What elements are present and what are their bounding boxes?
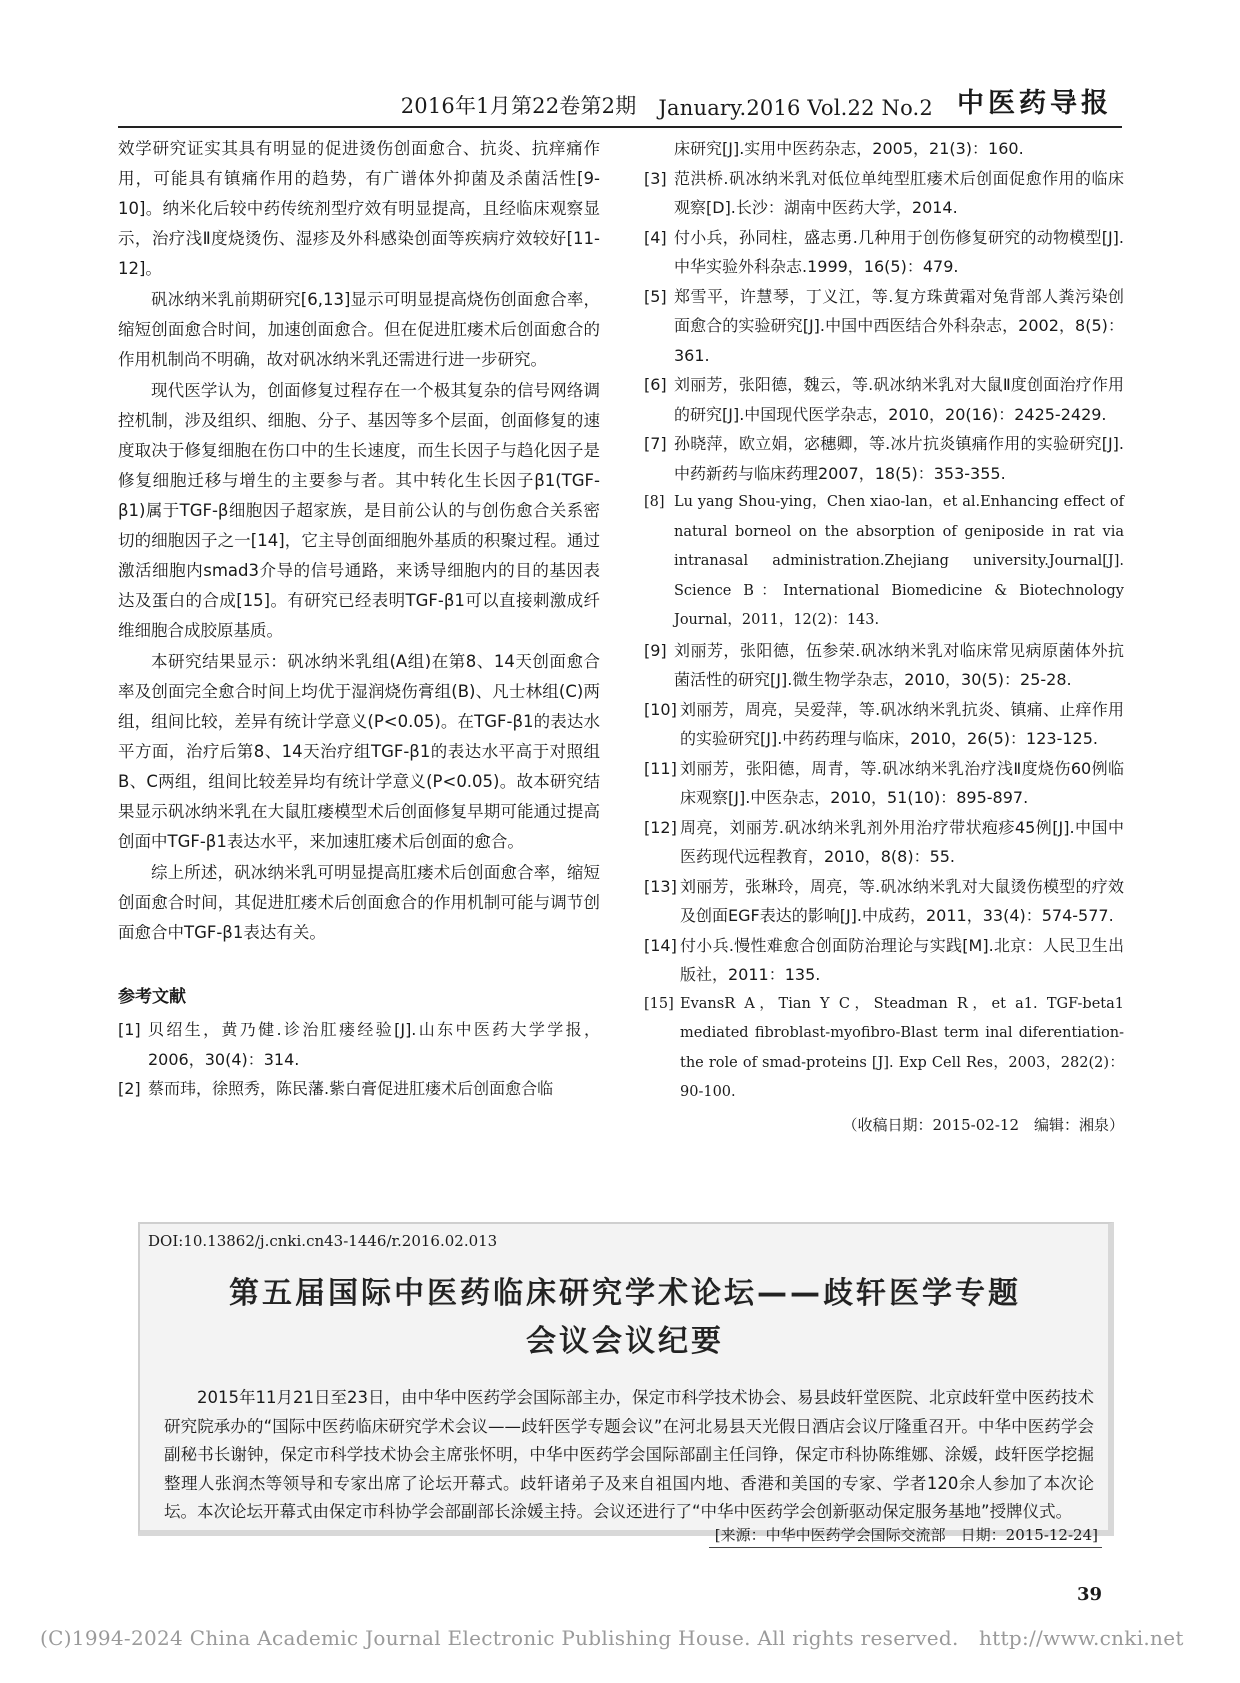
reference-number: [5] (644, 286, 667, 306)
reference-number: [8] (644, 494, 665, 510)
reference-text: 刘丽芳，周亮，吴爱萍，等.矾冰纳米乳抗炎、镇痛、止痒作用的实验研究[J].中药药理与临床，2010，26(5)：123-125. (680, 699, 1124, 748)
reference-item (644, 990, 1124, 1108)
reference-item (644, 488, 1124, 636)
reference-item (118, 1074, 600, 1104)
reference-item (644, 282, 1124, 371)
reference-item (644, 429, 1124, 488)
reference-text: 周亮，刘丽芳.矾冰纳米乳剂外用治疗带状疱疹45例[J].中国中医药现代远程教育，2010，8(8)：55. (680, 817, 1124, 866)
notice-title (150, 1270, 1100, 1366)
reference-item (644, 754, 1124, 813)
journal-name: 中医药导报 (957, 88, 1112, 119)
reference-text: 郑雪平，许慧琴，丁义江，等.复方珠黄霜对兔背部人粪污染创面愈合的实验研究[J].中国中西医结合外科杂志，2002，8(5)：361. (674, 286, 1124, 365)
page-number: 39 (1076, 1584, 1102, 1605)
notice-source: [来源：中华中医药学会国际交流部 日期：2015-12-24] (709, 1524, 1102, 1548)
issue-en: January.2016 Vol.22 No.2 (658, 96, 933, 120)
left-column (118, 134, 600, 1104)
reference-item (644, 223, 1124, 282)
paragraph: 本研究结果显示：矾冰纳米乳组(A组)在第8、14天创面愈合率及创面完全愈合时间上均优于湿润烧伤膏组(B)、凡士林组(C)两组，组间比较，差异有统计学意义(P<0.05)。在TGF-β1的表达水平方面，治疗后第8、14天治疗组TGF-β1的表达水平高于对照组B、C两组，组间比较差异均有统计学意义(P<0.05)。故本研究结果显示矾冰纳米乳在大鼠肛瘘模型术后创面修复早期可能通过提高创面中TGF-β1表达水平，来加速肛瘘术后创面的愈合。 (118, 652, 600, 851)
right-column (644, 134, 1124, 1135)
reference-number: [12] (644, 817, 677, 837)
reference-continuation (644, 134, 1124, 164)
reference-text: 蔡而玮，徐照秀，陈民藩.紫白膏促进肛瘘术后创面愈合临 (148, 1079, 554, 1098)
reference-text: EvansR A，Tian Y C，Steadman R，et a1. TGF-beta1 mediated fibroblast-myofibro-Blast term inal diferentiation-the role of smad-proteins [J]. Exp Cell Res，2003，282(2)：90-100. (680, 995, 1124, 1100)
reference-number: [15] (644, 995, 674, 1012)
reference-item (644, 636, 1124, 695)
reference-item (644, 813, 1124, 872)
notice-doi: DOI:10.13862/j.cnki.cn43-1446/r.2016.02.013 (148, 1232, 498, 1250)
notice-title-line: 会议会议纪要 (526, 1324, 724, 1359)
reference-number: [7] (644, 434, 667, 453)
notice-body: 2015年11月21日至23日，由中华中医药学会国际部主办，保定市科学技术协会、易县歧轩堂医院、北京歧轩堂中医药技术研究院承办的“国际中医药临床研究学术会议——歧轩医学专题会议”在河北易县天光假日酒店会议厅隆重召开。中华中医药学会副秘书长谢钟，保定市科学技术协会主席张怀明，中华中医药学会国际部副主任闫铮，保定市科协陈维娜、涂媛，歧轩医学挖掘整理人张润杰等领导和专家出席了论坛开幕式。歧轩诸弟子及来自祖国内地、香港和美国的专家、学者120余人参加了本次论坛。本次论坛开幕式由保定市科协学会部副部长涂媛主持。会议还进行了“中华中医药学会创新驱动保定服务基地”授牌仪式。 (164, 1388, 1094, 1521)
copyright-watermark: (C)1994-2024 China Academic Journal Electronic Publishing House. All rights reserved. http://www.cnki.net (40, 1626, 1184, 1650)
running-header (400, 76, 1112, 120)
reference-number: [13] (644, 876, 677, 896)
reference-item (118, 1015, 600, 1074)
reference-number: [9] (644, 640, 667, 660)
reference-item (644, 695, 1124, 754)
reference-item (644, 164, 1124, 223)
references-heading: 参考文献 (118, 987, 186, 1007)
reference-text: 刘丽芳，张琳玲，周亮，等.矾冰纳米乳对大鼠烫伤模型的疗效及创面EGF表达的影响[J].中成药，2011，33(4)：574-577. (680, 876, 1124, 925)
paragraph: 效学研究证实其具有明显的促进烫伤创面愈合、抗炎、抗痒痛作用，可能具有镇痛作用的趋势，有广谱体外抑菌及杀菌活性[9-10]。纳米化后较中药传统剂型疗效有明显提高，且经临床观察显示，治疗浅Ⅱ度烧烫伤、湿疹及外科感染创面等疾病疗效较好[11-12]。 (118, 139, 600, 278)
reference-number: [11] (644, 758, 677, 778)
header-rule (118, 126, 1122, 128)
reference-text: 刘丽芳，张阳德，魏云，等.矾冰纳米乳对大鼠Ⅱ度创面治疗作用的研究[J].中国现代医学杂志，2010，20(16)：2425-2429. (674, 375, 1124, 424)
reference-number: [3] (644, 168, 667, 188)
reference-item (644, 872, 1124, 931)
paragraph: 现代医学认为，创面修复过程存在一个极其复杂的信号网络调控机制，涉及组织、细胞、分子、基因等多个层面，创面修复的速度取决于修复细胞在伤口中的生长速度，而生长因子与趋化因子是修复细胞迁移与增生的主要参与者。其中转化生长因子β1(TGF-β1)属于TGF-β细胞因子超家族，是目前公认的与创伤愈合关系密切的细胞因子之一[14]，它主导创面细胞外基质的积聚过程。通过激活细胞内smad3介导的信号通路，来诱导细胞内的目的基因表达及蛋白的合成[15]。有研究已经表明TGF-β1可以直接刺激成纤维细胞合成胶原基质。 (118, 381, 600, 640)
reference-number: [10] (644, 699, 677, 719)
received-date: （收稿日期：2015-02-12 编辑：湘泉） (842, 1115, 1124, 1134)
reference-text: 刘丽芳，张阳德，周青，等.矾冰纳米乳治疗浅Ⅱ度烧伤60例临床观察[J].中医杂志，2010，51(10)：895-897. (680, 758, 1124, 807)
paragraph: 矾冰纳米乳前期研究[6,13]显示可明显提高烧伤创面愈合率，缩短创面愈合时间，加速创面愈合。但在促进肛瘘术后创面愈合的作用机制尚不明确，故对矾冰纳米乳还需进行进一步研究。 (118, 290, 600, 369)
reference-text: 床研究[J].实用中医药杂志，2005，21(3)：160. (674, 139, 1024, 158)
reference-text: 刘丽芳，张阳德，伍参荣.矾冰纳米乳对临床常见病原菌体外抗菌活性的研究[J].微生物学杂志，2010，30(5)：25-28. (674, 640, 1124, 689)
reference-number: [1] (118, 1020, 141, 1039)
reference-item (644, 370, 1124, 429)
reference-text: 贝绍生，黄乃健.诊治肛瘘经验[J].山东中医药大学学报，2006，30(4)：314. (148, 1020, 600, 1069)
reference-text: 付小兵.慢性难愈合创面防治理论与实践[M].北京：人民卫生出版社，2011：135. (680, 935, 1124, 984)
reference-number: [2] (118, 1079, 141, 1098)
reference-number: [14] (644, 935, 677, 955)
paragraph: 综上所述，矾冰纳米乳可明显提高肛瘘术后创面愈合率，缩短创面愈合时间，其促进肛瘘术后创面愈合的作用机制可能与调节创面愈合中TGF-β1表达有关。 (118, 863, 600, 942)
issue-cn: 2016年1月第22卷第2期 (400, 94, 637, 118)
reference-number: [6] (644, 375, 667, 394)
reference-text: 范洪桥.矾冰纳米乳对低位单纯型肛瘘术后创面促愈作用的临床观察[D].长沙：湖南中医药大学，2014. (674, 168, 1124, 217)
reference-text: Lu yang Shou-ying，Chen xiao-lan，et al.Enhancing effect of natural borneol on the absorption of geniposide in rat via intranasal administration.Zhejiang university.Journal[J]. Science B：International Biomedicine & Biotechnology Journal，2011，12(2)：143. (674, 494, 1124, 628)
reference-number: [4] (644, 227, 667, 247)
notice-title-line: 第五届国际中医药临床研究学术论坛——歧轩医学专题 (229, 1276, 1021, 1311)
reference-list (644, 164, 1124, 1108)
reference-item (644, 931, 1124, 990)
reference-text: 孙晓萍，欧立娟，宓穗卿，等.冰片抗炎镇痛作用的实验研究[J].中药新药与临床药理2007，18(5)：353-355. (674, 434, 1124, 483)
reference-text: 付小兵，孙同柱，盛志勇.几种用于创伤修复研究的动物模型[J].中华实验外科杂志.1999，16(5)：479. (674, 227, 1124, 276)
